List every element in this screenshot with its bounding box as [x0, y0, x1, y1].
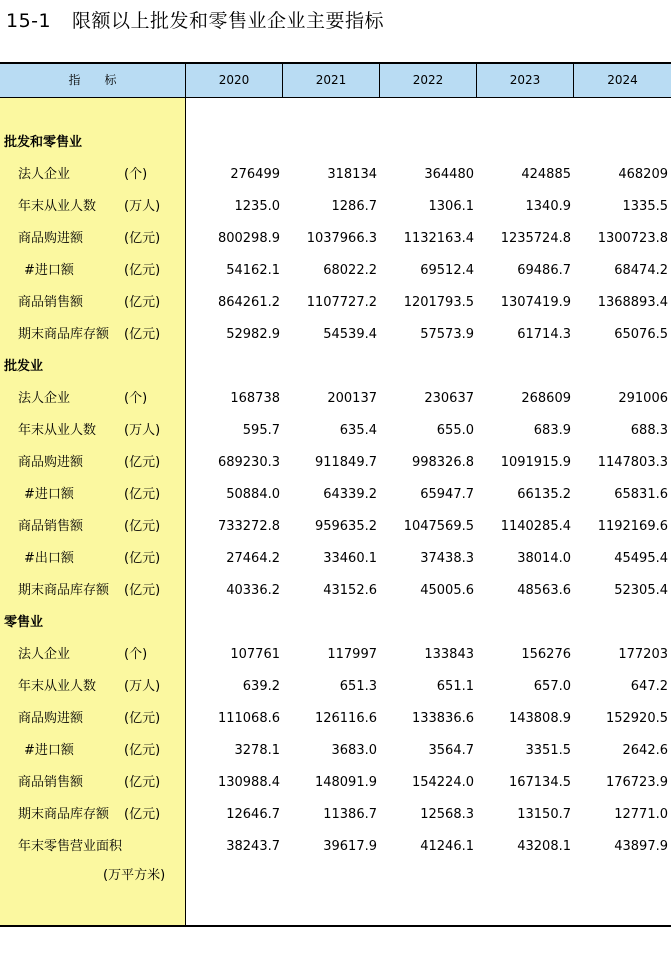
- table-row: [0, 447, 671, 479]
- header-year: 2022: [412, 73, 444, 87]
- value-cell: 66135.2: [517, 487, 571, 502]
- value-cell: 230637: [424, 391, 474, 406]
- value-cell: 130988.4: [217, 775, 280, 790]
- row-unit: (亿元): [124, 455, 161, 470]
- value-cell: 45495.4: [614, 551, 668, 566]
- row-label: 商品销售额: [18, 775, 84, 790]
- page-title: [6, 6, 384, 33]
- value-cell: 268609: [521, 391, 571, 406]
- value-cell: 148091.9: [314, 775, 377, 790]
- value-cell: 651.1: [436, 679, 474, 694]
- value-cell: 68474.2: [614, 263, 668, 278]
- table-row: [0, 671, 671, 703]
- row-label: 年末从业人数: [18, 679, 97, 694]
- row-unit: (个): [124, 647, 148, 662]
- row-label: #进口额: [24, 743, 74, 758]
- table-row: [0, 703, 671, 735]
- row-unit: (个): [124, 167, 148, 182]
- header-year: 2020: [218, 73, 250, 87]
- value-cell: 468209: [618, 167, 668, 182]
- value-cell: 200137: [327, 391, 377, 406]
- row-unit: (亿元): [124, 743, 161, 758]
- row-label: #出口额: [24, 551, 74, 566]
- value-cell: 64339.2: [323, 487, 377, 502]
- value-cell: 38014.0: [517, 551, 571, 566]
- value-cell: 43897.9: [614, 839, 668, 854]
- value-cell: 911849.7: [314, 455, 377, 470]
- value-cell: 12568.3: [420, 807, 474, 822]
- value-cell: 1335.5: [622, 199, 668, 214]
- value-cell: 959635.2: [314, 519, 377, 534]
- value-cell: 133836.6: [411, 711, 474, 726]
- row-label: 法人企业: [18, 647, 71, 662]
- table-row: [0, 383, 671, 415]
- value-cell: 635.4: [339, 423, 377, 438]
- area-unit: (万平方米): [103, 868, 166, 883]
- value-cell: 177203: [618, 647, 668, 662]
- value-cell: 1307419.9: [500, 295, 571, 310]
- value-cell: 167134.5: [508, 775, 571, 790]
- value-cell: 639.2: [242, 679, 280, 694]
- row-unit: (亿元): [124, 775, 161, 790]
- value-cell: 1140285.4: [500, 519, 571, 534]
- row-label: 商品购进额: [18, 711, 84, 726]
- row-label: 年末零售营业面积: [18, 839, 123, 854]
- section-title: 批发和零售业: [4, 135, 83, 150]
- row-unit: (万人): [124, 423, 161, 438]
- table-row: [0, 415, 671, 447]
- table-bottom-rule: [0, 925, 671, 927]
- value-cell: 41246.1: [420, 839, 474, 854]
- value-cell: 657.0: [533, 679, 571, 694]
- table-number: 15-1: [6, 10, 52, 32]
- value-cell: 50884.0: [226, 487, 280, 502]
- value-cell: 33460.1: [323, 551, 377, 566]
- table-row: [0, 511, 671, 543]
- value-cell: 647.2: [630, 679, 668, 694]
- value-cell: 733272.8: [217, 519, 280, 534]
- row-unit: (亿元): [124, 807, 161, 822]
- table-row: [0, 255, 671, 287]
- value-cell: 13150.7: [517, 807, 571, 822]
- value-cell: 1340.9: [525, 199, 571, 214]
- value-cell: 27464.2: [226, 551, 280, 566]
- value-cell: 864261.2: [217, 295, 280, 310]
- row-unit: (亿元): [124, 551, 161, 566]
- value-cell: 57573.9: [420, 327, 474, 342]
- value-cell: 12771.0: [614, 807, 668, 822]
- table-row: [0, 223, 671, 255]
- value-cell: 1235724.8: [500, 231, 571, 246]
- table-header: [0, 64, 671, 98]
- value-cell: 651.3: [339, 679, 377, 694]
- value-cell: 68022.2: [323, 263, 377, 278]
- section-row: [0, 351, 671, 383]
- value-cell: 48563.6: [517, 583, 571, 598]
- table-row: [0, 639, 671, 671]
- value-cell: 683.9: [533, 423, 571, 438]
- value-cell: 3564.7: [428, 743, 474, 758]
- table-row: [0, 479, 671, 511]
- value-cell: 12646.7: [226, 807, 280, 822]
- row-unit: (个): [124, 391, 148, 406]
- value-cell: 276499: [230, 167, 280, 182]
- value-cell: 595.7: [242, 423, 280, 438]
- value-cell: 1132163.4: [403, 231, 474, 246]
- value-cell: 11386.7: [323, 807, 377, 822]
- value-cell: 1091915.9: [500, 455, 571, 470]
- value-cell: 65076.5: [614, 327, 668, 342]
- section-row: [0, 127, 671, 159]
- value-cell: 143808.9: [508, 711, 571, 726]
- row-unit: (亿元): [124, 711, 161, 726]
- value-cell: 1107727.2: [306, 295, 377, 310]
- value-cell: 800298.9: [217, 231, 280, 246]
- row-label: 商品销售额: [18, 295, 84, 310]
- row-unit: (亿元): [124, 487, 161, 502]
- value-cell: 1235.0: [234, 199, 280, 214]
- table-row: [0, 159, 671, 191]
- value-cell: 43208.1: [517, 839, 571, 854]
- value-cell: 3351.5: [525, 743, 571, 758]
- table-row: [0, 543, 671, 575]
- row-unit: (万人): [124, 679, 161, 694]
- value-cell: 43152.6: [323, 583, 377, 598]
- table-row: [0, 799, 671, 831]
- section-row: [0, 607, 671, 639]
- value-cell: 61714.3: [517, 327, 571, 342]
- table-row: [0, 735, 671, 767]
- value-cell: 52305.4: [614, 583, 668, 598]
- value-cell: 1147803.3: [597, 455, 668, 470]
- value-cell: 688.3: [630, 423, 668, 438]
- value-cell: 152920.5: [605, 711, 668, 726]
- value-cell: 1300723.8: [597, 231, 668, 246]
- value-cell: 176723.9: [605, 775, 668, 790]
- value-cell: 998326.8: [411, 455, 474, 470]
- row-label: 期末商品库存额: [18, 583, 110, 598]
- row-unit: (亿元): [124, 519, 161, 534]
- row-label: 年末从业人数: [18, 199, 97, 214]
- row-label: 期末商品库存额: [18, 807, 110, 822]
- value-cell: 3278.1: [234, 743, 280, 758]
- value-cell: 69486.7: [517, 263, 571, 278]
- row-unit: (亿元): [124, 295, 161, 310]
- table-row: [0, 831, 671, 863]
- value-cell: 655.0: [436, 423, 474, 438]
- row-unit: (亿元): [124, 231, 161, 246]
- row-unit: (亿元): [124, 327, 161, 342]
- value-cell: 39617.9: [323, 839, 377, 854]
- value-cell: 69512.4: [420, 263, 474, 278]
- value-cell: 154224.0: [411, 775, 474, 790]
- value-cell: 1201793.5: [403, 295, 474, 310]
- row-label: 商品购进额: [18, 455, 84, 470]
- row-label: #进口额: [24, 487, 74, 502]
- table-row: [0, 575, 671, 607]
- value-cell: 117997: [327, 647, 377, 662]
- row-unit: (亿元): [124, 263, 161, 278]
- value-cell: 45005.6: [420, 583, 474, 598]
- header-year: 2023: [509, 73, 541, 87]
- value-cell: 364480: [424, 167, 474, 182]
- value-cell: 107761: [230, 647, 280, 662]
- row-label: 年末从业人数: [18, 423, 97, 438]
- value-cell: 291006: [618, 391, 668, 406]
- header-year: 2021: [315, 73, 347, 87]
- header-indicator: 指 标: [68, 73, 117, 87]
- value-cell: 689230.3: [217, 455, 280, 470]
- value-cell: 126116.6: [314, 711, 377, 726]
- value-cell: 37438.3: [420, 551, 474, 566]
- header-year: 2024: [607, 73, 638, 87]
- value-cell: 318134: [327, 167, 377, 182]
- row-label: 商品购进额: [18, 231, 84, 246]
- value-cell: 1368893.4: [597, 295, 668, 310]
- value-cell: 65947.7: [420, 487, 474, 502]
- table-row: [0, 319, 671, 351]
- indicator-table: [0, 62, 671, 926]
- value-cell: 38243.7: [226, 839, 280, 854]
- value-cell: 1306.1: [428, 199, 474, 214]
- section-title: 批发业: [4, 359, 44, 374]
- value-cell: 133843: [424, 647, 474, 662]
- value-cell: 1286.7: [331, 199, 377, 214]
- value-cell: 111068.6: [217, 711, 280, 726]
- value-cell: 3683.0: [331, 743, 377, 758]
- table-title: 限额以上批发和零售业企业主要指标: [72, 10, 385, 32]
- value-cell: 424885: [521, 167, 571, 182]
- value-cell: 1037966.3: [306, 231, 377, 246]
- value-cell: 54539.4: [323, 327, 377, 342]
- value-cell: 168738: [230, 391, 280, 406]
- value-cell: 65831.6: [614, 487, 668, 502]
- row-label: #进口额: [24, 263, 74, 278]
- value-cell: 1192169.6: [597, 519, 668, 534]
- row-unit: (万人): [124, 199, 161, 214]
- value-cell: 156276: [521, 647, 571, 662]
- value-cell: 52982.9: [226, 327, 280, 342]
- table-row: [0, 287, 671, 319]
- table-row: [0, 191, 671, 223]
- value-cell: 1047569.5: [403, 519, 474, 534]
- row-label: 法人企业: [18, 167, 71, 182]
- row-label: 商品销售额: [18, 519, 84, 534]
- row-label: 法人企业: [18, 391, 71, 406]
- row-unit: (亿元): [124, 583, 161, 598]
- row-label: 期末商品库存额: [18, 327, 110, 342]
- value-cell: 40336.2: [226, 583, 280, 598]
- value-cell: 54162.1: [226, 263, 280, 278]
- value-cell: 2642.6: [622, 743, 668, 758]
- section-title: 零售业: [4, 615, 44, 630]
- table-row: [0, 767, 671, 799]
